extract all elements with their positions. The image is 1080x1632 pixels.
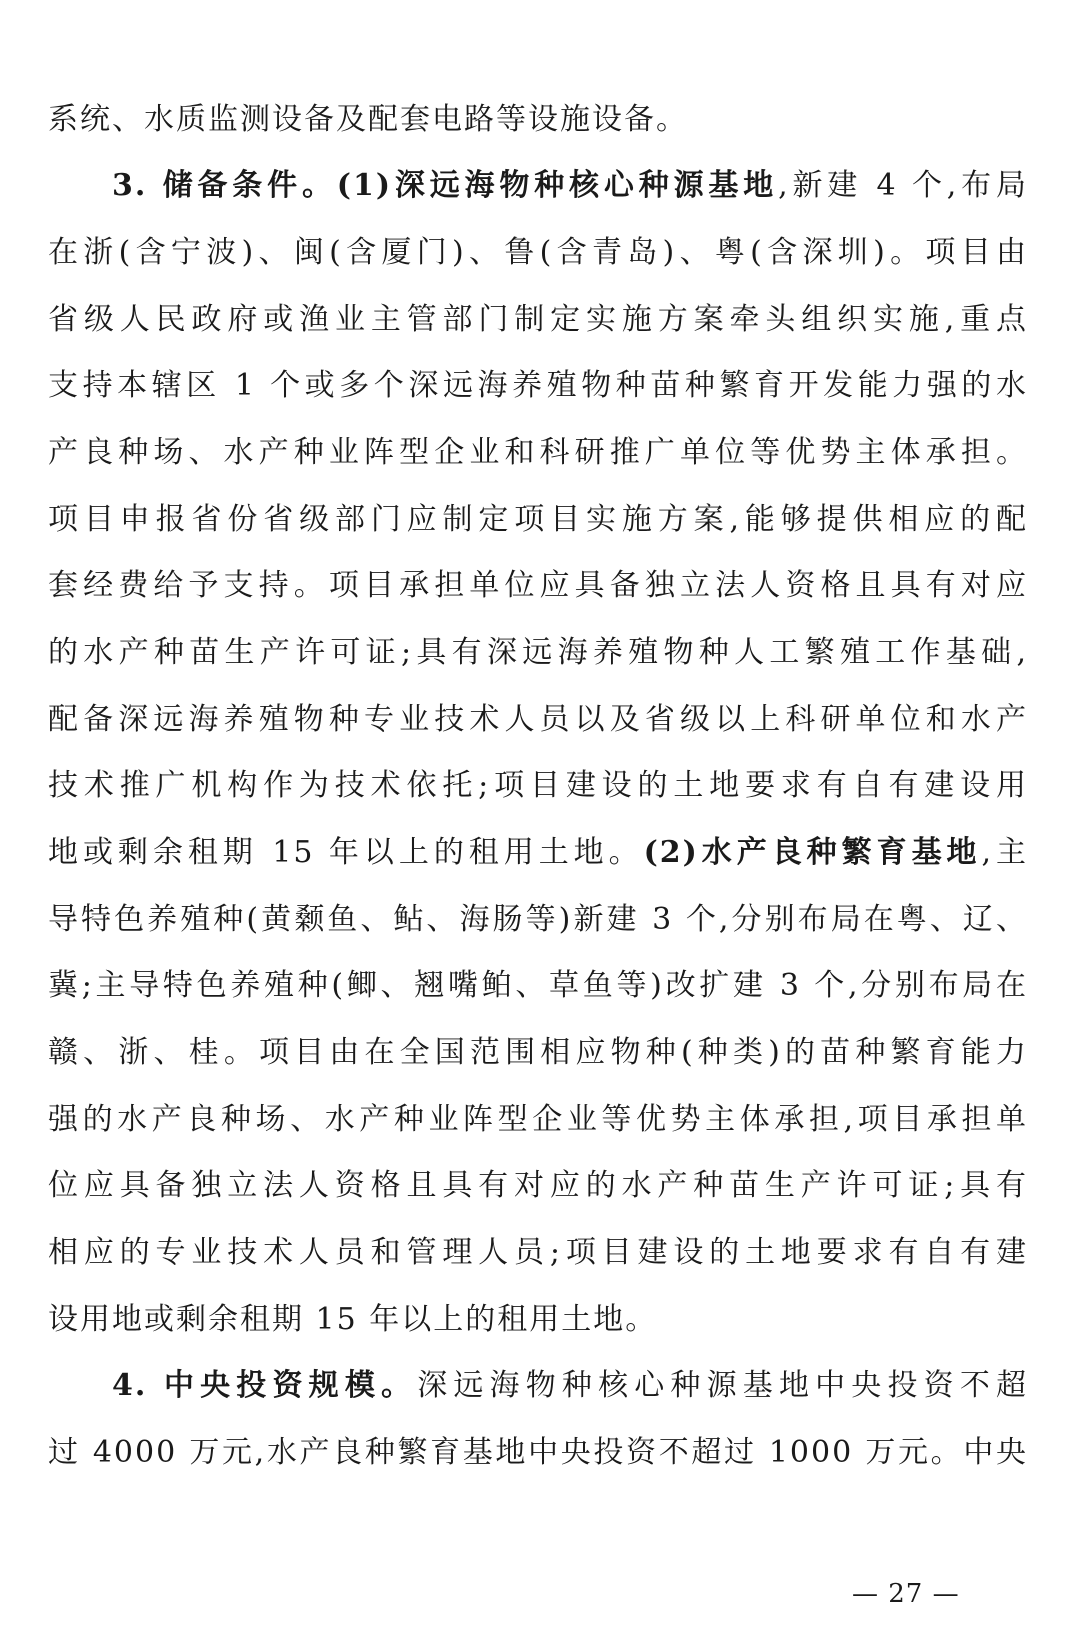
line-text: 冀;主导特色养殖种(鲫、翘嘴鲌、草鱼等)改扩建 3 个,分别布局在	[48, 968, 1028, 1003]
line-text: 支持本辖区 1 个或多个深远海养殖物种苗种繁育开发能力强的水	[48, 368, 1028, 403]
text-line	[48, 500, 1028, 540]
text-line	[48, 300, 1028, 340]
text-line	[48, 100, 1028, 140]
page-number: — 27 —	[852, 1579, 960, 1609]
line-text: 赣、浙、桂。项目由在全国范围相应物种(种类)的苗种繁育能力	[48, 1035, 1028, 1070]
line-text: 导特色养殖种(黄颡鱼、鲇、海肠等)新建 3 个,分别布局在粤、辽、	[48, 902, 1028, 937]
text-line	[48, 766, 1028, 806]
text-line	[112, 1366, 1028, 1406]
line-text: 位应具备独立法人资格且具有对应的水产种苗生产许可证;具有	[48, 1168, 1028, 1203]
text-line	[48, 833, 1028, 873]
line-text: ,新建 4 个,布局	[778, 168, 1028, 203]
line-text: ,主	[981, 835, 1028, 870]
bold-heading-text: 3. 储备条件。(1)深远海物种核心种源基地	[112, 168, 779, 203]
line-text: 系统、水质监测设备及配套电路等设施设备。	[48, 102, 688, 137]
text-line	[48, 900, 1028, 940]
text-line	[48, 1100, 1028, 1140]
line-text: 在浙(含宁波)、闽(含厦门)、鲁(含青岛)、粤(含深圳)。项目由	[48, 235, 1028, 270]
text-line	[48, 1166, 1028, 1206]
text-line	[48, 700, 1028, 740]
text-line	[48, 1233, 1028, 1273]
line-text: 地或剩余租期 15 年以上的租用土地。	[48, 835, 644, 870]
line-text: 的水产种苗生产许可证;具有深远海养殖物种人工繁殖工作基础,	[48, 635, 1028, 670]
text-line	[48, 233, 1028, 273]
text-line	[48, 966, 1028, 1006]
line-text: 相应的专业技术人员和管理人员;项目建设的土地要求有自有建	[48, 1235, 1028, 1270]
text-line	[112, 166, 1028, 206]
text-line	[48, 1300, 1028, 1340]
line-text: 项目申报省份省级部门应制定项目实施方案,能够提供相应的配	[48, 502, 1028, 537]
text-line	[48, 366, 1028, 406]
line-text: 技术推广机构作为技术依托;项目建设的土地要求有自有建设用	[48, 768, 1028, 803]
line-text: 套经费给予支持。项目承担单位应具备独立法人资格且具有对应	[48, 568, 1028, 603]
line-text: 强的水产良种场、水产种业阵型企业等优势主体承担,项目承担单	[48, 1102, 1028, 1137]
text-line	[48, 566, 1028, 606]
line-text: 省级人民政府或渔业主管部门制定实施方案牵头组织实施,重点	[48, 302, 1028, 337]
text-line	[48, 633, 1028, 673]
line-text: 产良种场、水产种业阵型企业和科研推广单位等优势主体承担。	[48, 435, 1028, 470]
text-line	[48, 1033, 1028, 1073]
bold-heading-text: 4. 中央投资规模。	[112, 1368, 418, 1403]
line-text: 设用地或剩余租期 15 年以上的租用土地。	[48, 1302, 658, 1337]
bold-heading-text: (2)水产良种繁育基地	[643, 835, 982, 870]
line-text: 过 4000 万元,水产良种繁育基地中央投资不超过 1000 万元。中央	[48, 1435, 1028, 1470]
line-text: 配备深远海养殖物种专业技术人员以及省级以上科研单位和水产	[48, 702, 1028, 737]
text-line	[48, 1433, 1028, 1473]
line-text: 深远海物种核心种源基地中央投资不超	[417, 1368, 1028, 1403]
text-line	[48, 433, 1028, 473]
